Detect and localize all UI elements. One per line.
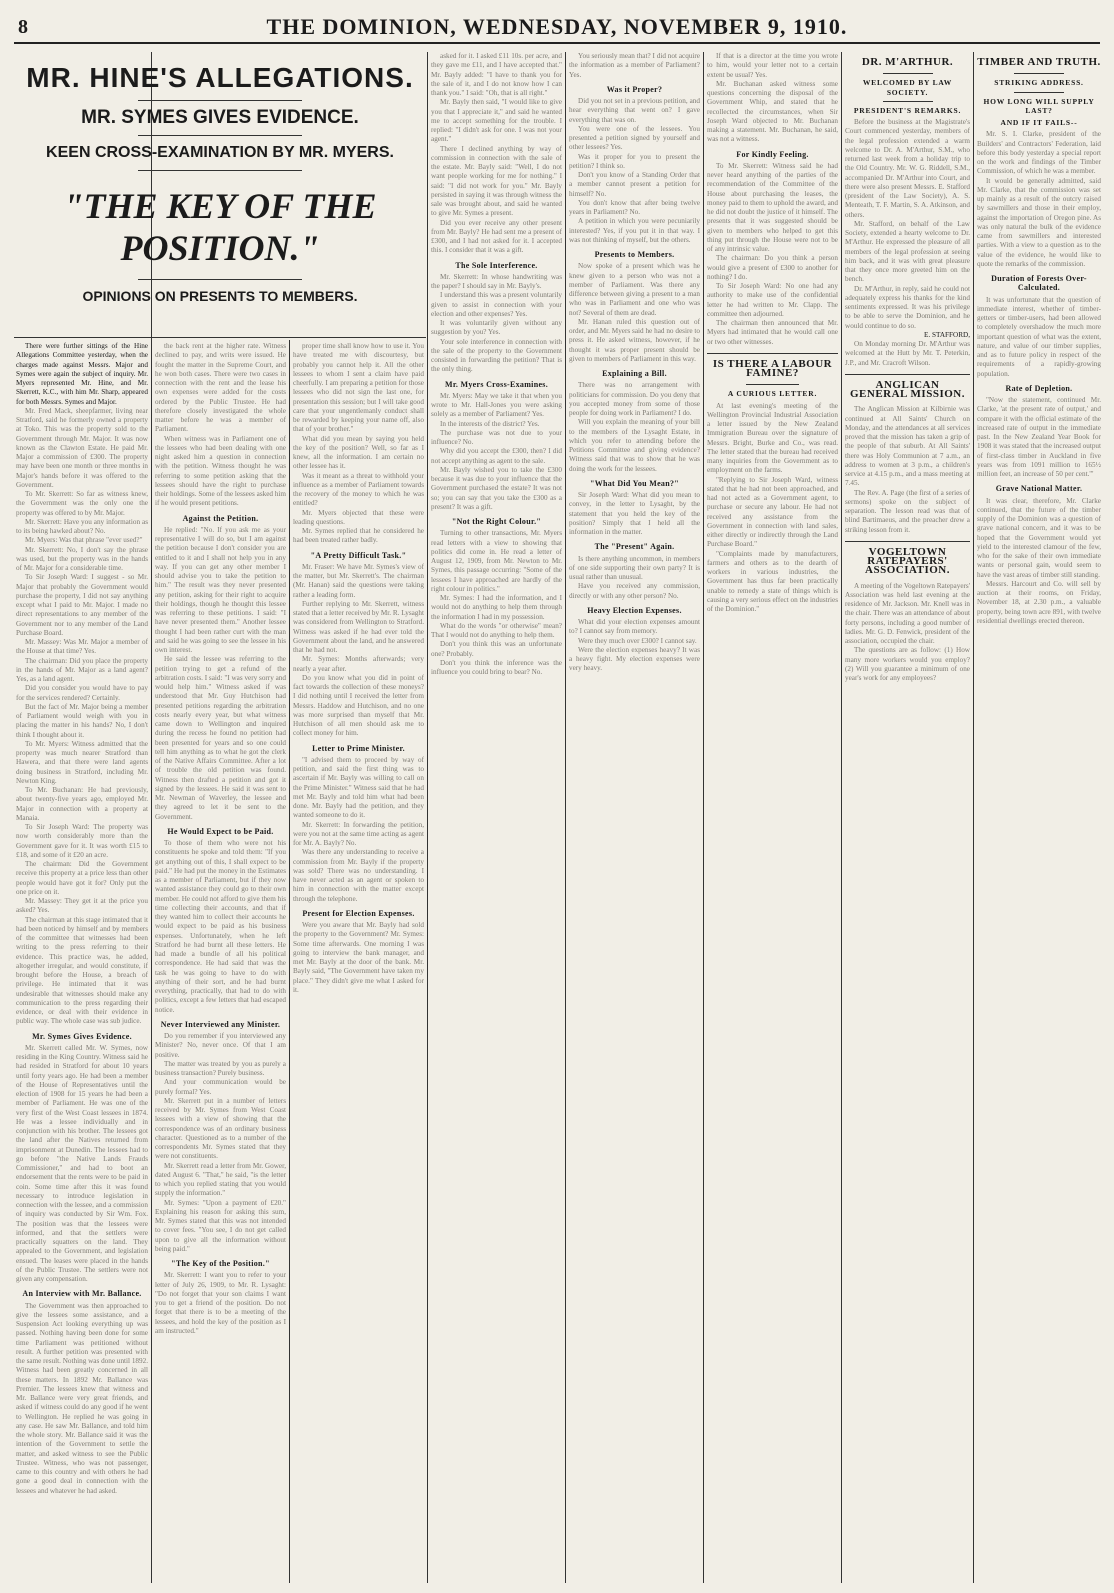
labour-headline: IS THERE A LABOUR FAMINE?	[712, 357, 833, 379]
mcarthur-subhead-1: WELCOMED BY LAW SOCIETY.	[862, 78, 953, 97]
timber-subheading: Duration of Forests Over-Calculated.	[991, 274, 1087, 293]
divider	[883, 101, 933, 102]
timber-subhead-2: HOW LONG WILL SUPPLY LAST?	[983, 96, 1095, 115]
divider	[14, 337, 426, 338]
subheading: Never Interviewed any Minister.	[160, 1019, 281, 1029]
timber-headline: TIMBER AND TRUTH.	[977, 56, 1101, 68]
main-deck-1: MR. SYMES GIVES EVIDENCE.	[81, 107, 359, 128]
mcarthur-subhead-2: PRESIDENT'S REMARKS.	[853, 105, 962, 115]
subheading: "The Key of the Position."	[171, 1259, 270, 1268]
subheading: Against the Petition.	[182, 513, 259, 523]
article-column: You seriously mean that? I did not acquire the information as a member of Parliament? Yes. Was it Proper? Did you not set in a previous petition, and hear everything that went on? I gave everything that was on. You were one of the lessees. You presented a petition signed by yourself and other lessees? Yes. Was it proper for you to present the petition? I think so. Don't you know of a Standing Order that a member cannot present a petition for himself? No. You don't know that after being twelve years in Parliament? No. A petition in which you were pecuniarily interested? Yes, if you put it in that way. I was not thinking of myself, but the others. Presents to Members. Now spoke of a present which was he knew given to a person who was not a member of Parliament. Was there any difference between giving a present to a man who was in Parliament and one who was not? Several of them are dead. Mr. Hanan ruled this question out of order, and Mr. Myers said he had no desire to press it. He asked witness, however, if he thought it was proper present should be given to members of Parliament in this way. Explaining a Bill. There was no arrangement with politicians for commission. Do you deny that you accepted money from some of those people for doing work in Parliament? I do. Will you explain the meaning of your bill to the members of the Lysaght Estate, in which you refer to attending before the Petitions Committee and giving evidence? Witness said that was to show that he was doing the work for the lessees. "What Did You Mean?" Sir Joseph Ward: What did you mean to convey, in the letter to Lysaght, by the statement that you held the key of the position? Simply that I held all the information in the matter. The "Present" Again. Is there anything uncommon, in members of one side supporting their own party? It is usual rather than unusual. Have you received any commission, directly or with any other person? No. Heavy Election Expenses. What did your election expenses amount to? I cannot say from memory. Were they much over £300? I cannot say. Were the election expenses heavy? It was a heavy fight. My election expenses were very heavy.	[569, 52, 700, 673]
vogeltown-headline: VOGELTOWN RATEPAYERS' ASSOCIATION.	[865, 545, 950, 577]
divider	[138, 100, 303, 101]
subheading: He Would Expect to be Paid.	[167, 826, 274, 836]
timber-subhead-1: STRIKING ADDRESS.	[994, 78, 1084, 88]
subheading: Heavy Election Expenses.	[587, 605, 682, 615]
article-column: proper time shall know how to use it. You have treated me with discourtesy, but probably you cannot help it. All the other lessees to whom I sent a claim have paid cheerfully. I am preparing a petition for those lessees who did not sign the last one, for presentation this session; but I will take good care that your ungentlemanly conduct shall be rewarded by keeping your name off, also that of your brother." What did you mean by saying you held the key of the position? Well, so far as I knew, all the information. I am certain no other lessee has it. Was it meant as a threat to withhold your influence as a member of Parliament towards the recovery of the money to which he was entitled? Mr. Myers objected that these were leading questions. Mr. Symes replied that he considered he had been treated rather badly. "A Pretty Difficult Task." Mr. Fraser: We have Mr. Symes's view of the matter, but Mr. Skerrett's. The chairman (Mr. Hanan) said the questions were taking rather a leading form. Further replying to Mr. Skerrett, witness stated that a letter received by Mr. R. Lysaght was considered from Wellington to Stratford. Witness was asked if he had ever told the Government about the land, and he answered that he had not. Mr. Symes: Months afterwards; very nearly a year after. Do you know what you did in point of fact towards the collection of these moneys? I did nothing until I received the letter from Messrs. Haddow and Hutchison, and no one was more surprised than myself that Mr. Hutchison of all men should ask me to collect money for him. Letter to Prime Minister. "I advised them to proceed by way of petition, and said the first thing was to ascertain if Mr. Bayly was willing to call on the Prime Minister." Witness said that he had met Mr. Bayly and told him what had been done. Mr. Bayly had the petition, and they wanted someone to do it. Mr. Skerrett: In forwarding the petition, were you not at the same time acting as agent for Mr. A. Bayly? No. Was there any understanding to receive a commission from Mr. Bayly if the property was sold? There was no understanding. I have never acted as an agent or spoken to him in connection with the matter except through the telephone. Present for Election Expenses. Were you aware that Mr. Bayly had sold the property to the Government? Mr. Symes: Some time afterwards. One morning I was going to interview the bank manager, and met Mr. Bayly at the door of the bank. Mr. Bayly said, "The Government have taken my place." They didn't give me what I asked for it.	[293, 342, 424, 994]
article-column: the back rent at the higher rate. Witness declined to pay, and writs were issued. He fought the matter in the Supreme Court, and he won both cases. There were two cases in connection with the rent and the lease his own expenses were added for the costs ordered by the Public Trustee. He had therefore closely investigated the whole matter before he was a member of Parliament. When witness was in Parliament one of the lessees who had been dealing with one night asked him a question in connection with the petition. Witness thought he was referring to some petition asking that the lessees should have the right to purchase their holdings. Some of the lessees asked him if he would present petitions. Against the Petition. He replied: "No. If you ask me as your representative I will do so, but I am against the petition because I don't consider you are entitled to it and I shall not help you in any way. If you can get any other member I should advise you to take the petition to him." The result was they never presented any petition, asking for their right to acquire their holdings, though he thought this lessee was referring to these petitions. I said: "I have never presented them." Another lessee thought I had been rather curt with the man and said he was going to see the lessee in his own interest. He said the lessee was referring to the petition trying to get a refund of the arbitration costs. I said: "I was very sorry and would help him." Witness asked if was understood that Mr. Guy Hutchison had presented petitions regarding the arbitration costs nearly every year, but what witness came down to Wellington and inquired during the recess he found no petition had been presented for years and so one could tell him anything as to what he got the clerk of the Native Affairs Committee. After a lot of trouble the old petition was found. Witness then drafted a petition and got it signed by the lessees. He said it was sent to Mr. Newman of Waverley, the lessee and they agreed to let it be sent to the Government. He Would Expect to be Paid. To those of them who were not his constituents he spoke and told them: "If you get anything out of this, I shall expect to be paid." He had put the money in the Estimates as a member of Parliament, but if they now wanted assistance they could go to their own member. He could not afford to give them his time collecting their accounts, and that if they wanted him to collect their accounts he would expect to be paid as his business expenses. Unfortunately, when he left Stratford he had burnt all these letters. He had made a bundle of all his political correspondence. He had said that was the task he was going to have to do with anything of their sort, and he had burnt everything, practically, that had to do with politics, except a few letters that had escaped notice. Never Interviewed any Minister. Do you remember if you interviewed any Minister? No, never once. Of that I am positive. The matter was treated by you as purely a business transaction? Purely business. And your communication would be purely formal? Yes. Mr. Skerrett put in a number of letters received by Mr. Symes from West Coast lessees with a view of showing that the correspondence was of an ordinary business character. Questioned as to a number of the correspondents Mr. Symes stated that they were not constituents. Mr. Skerrett read a letter from Mr. Gower, dated August 6. "That," he said, "is the letter to which you replied stating that you would supply the information." Mr. Symes: "Upon a payment of £20." Explaining his reason for asking this sum, Mr. Symes stated that this was not intended to cover fees. "You see, I do not get called upon to give all the information without being paid." "The Key of the Position." Mr. Skerrett: I want you to refer to your letter of July 26, 1909, to Mr. R. Lysaght: "Do not forget that your son claims I want you to get a friend of the position. Do not forget that there is to be a meeting of the lessees, and hold the key of the position as I am instructed."	[155, 342, 286, 1335]
column-rule	[703, 52, 704, 1583]
article-column: TIMBER AND TRUTH. STRIKING ADDRESS. HOW LONG WILL SUPPLY LAST? AND IF IT FAILS-- Mr. S. I. Clarke, president of the Builders' and Contractors' Federation, laid before this body yesterday a special report on the work and findings of the Timber Commission, of which he was a member. It would be generally admitted, said Mr. Clarke, that the commission was set up mainly as a result of the outcry raised by sawmillers and those in their employ, against the importation of Oregon pine. As was only natural the bulk of the evidence came from sawmillers and interested parties. With a view to a question as to the value of the evidence, he would like to quote the remarks of the commission. Duration of Forests Over-Calculated. It was unfortunate that the question of immediate interest, whether of timber-getters or timber-users, had been allowed to completely overshadow the much more important question of what was the extent, nature, and value of our timber supplies, and as to future policy in respect of the requirements of a rapidly-growing population. Rate of Depletion. "Now the statement, continued Mr. Clarke, 'at the present rate of output,' and compare it with the official estimate of the increased rate of output in the immediate past. In the New Zealand Year Book for 1908 it was stated that the increased output of first-class timber in Auckland in five years was from 1091 million to 165½ million feet, an increase of 50 per cent.'" Grave National Matter. It was clear, therefore, Mr. Clarke continued, that the future of the timber supply of the Dominion was a question of grave national concern, and it was to be hoped that the Government would yet yield to the interested clamour of the few, who for the sake of their own immediate wants or personal gain, would seem to have the vast areas of timber still standing. Messrs. Harcourt and Co. will sell by auction at their rooms, on Friday, November 18, at 2.30 p.m., a valuable property, being town acre 891, with twelve residential dwellings erected thereon.	[977, 56, 1101, 625]
main-headline-block	[14, 52, 426, 336]
divider	[746, 384, 798, 385]
subheading: Explaining a Bill.	[602, 369, 667, 378]
divider	[1014, 73, 1064, 74]
main-deck-3: "THE KEY OF THE POSITION."	[63, 186, 377, 268]
timber-subheading: Rate of Depletion.	[1005, 383, 1073, 393]
labour-subhead: A CURIOUS LETTER.	[727, 389, 818, 399]
column-rule	[427, 52, 428, 1583]
subheading: Present for Election Expenses.	[302, 908, 415, 918]
divider	[707, 353, 838, 354]
mcarthur-headline: DR. M'ARTHUR.	[861, 56, 954, 68]
subheading: Mr. Symes Gives Evidence.	[32, 1031, 132, 1041]
timber-subheading: Grave National Matter.	[995, 484, 1083, 494]
divider	[1014, 92, 1064, 93]
subheading: The "Present" Again.	[594, 542, 675, 552]
divider	[845, 541, 970, 542]
masthead	[14, 14, 1100, 44]
mcarthur-signature: E. STAFFORD,	[924, 330, 970, 339]
column-rule	[289, 340, 290, 1583]
article-column: If that is a director at the time you wrote to him, would your letter not to a certain extent be usual? Yes. Mr. Buchanan asked witness some questions concerning the disposal of the Government Whip, and stated that he recollected the circumstances, when Sir Joseph Ward objected to Mr. Buchanan making a statement. Mr. Buchanan, he said, was not a witness. For Kindly Feeling. To Mr. Skerrett: Witness said he had never heard anything of the parties of the recommendation of the Committee of the House about purchasing the leases, the money paid to them to uphold the award, and he did not doubt the justice of it himself. The presents that it was suggested should be given to members who helped to get this thing put through the House were not to be of any intrinsic value. The chairman: Do you think a person would give a present of £300 to another for nothing? I do. To Sir Joseph Ward: No one had any authority to make use of the confidential letter he had written to Mr. Clapp. The committee then adjourned. The chairman then announced that Mr. Myers had intimated that he would call one or two other witnesses. IS THERE A LABOUR FAMINE? A CURIOUS LETTER. At last evening's meeting of the Wellington Provincial Industrial Association a letter issued by the New Zealand Immigration Bureau over the signature of Messrs. Bright, Burke and Co., was read. The letter stated that the bureau had received many inquiries from the Government as to employment on the farms. "Replying to Sir Joseph Ward, witness stated that he had not been approached, and had not acted as a Government agent, to purchase or secure any labour. He had not received any assistance from the Government in connection with land sales, either directly or indirectly through the Land Purchase Board." "Complaints made by manufacturers, farmers and others as to the dearth of workers in various industries, the Government has thus far been practically unable to remedy a state of things which is causing a very serious effect on the industries of the Dominion."	[707, 52, 838, 613]
subheading: An Interview with Mr. Ballance.	[22, 1289, 142, 1299]
divider	[138, 135, 303, 136]
main-headline: MR. HINE'S ALLEGATIONS.	[26, 62, 414, 93]
anglican-headline: ANGLICAN GENERAL MISSION.	[850, 378, 965, 400]
subheading: "A Pretty Difficult Task."	[310, 550, 407, 560]
timber-subhead-3: AND IF IT FAILS--	[1000, 118, 1078, 127]
subheading: For Kindly Feeling.	[736, 149, 809, 159]
divider	[138, 170, 303, 171]
masthead-title: THE DOMINION, WEDNESDAY, NOVEMBER 9, 1910.	[266, 14, 848, 39]
subheading: The Sole Interference.	[455, 260, 538, 270]
main-deck-2: KEEN CROSS-EXAMINATION BY MR. MYERS.	[46, 144, 394, 161]
column-rule	[565, 52, 566, 1583]
subheading: "What Did You Mean?"	[589, 478, 680, 488]
subheading: Mr. Myers Cross-Examines.	[444, 379, 549, 389]
divider	[138, 279, 303, 280]
column-rule	[841, 52, 842, 1583]
subheading: Was it Proper?	[606, 84, 663, 94]
column-rule	[973, 52, 974, 1583]
divider	[845, 374, 970, 375]
article-lead: There were further sittings of the Hine Allegations Committee yesterday, when the charges made against Messrs. Major and Symes were again the subject of inquiry. Mr. Myers represented Mr. Hine, and Mr. Skerrett, K.C., with him Mr. Sharp, appeared for both Messrs. Symes and Major.	[16, 342, 148, 406]
page-number: 8	[18, 16, 28, 38]
article-column: DR. M'ARTHUR. WELCOMED BY LAW SOCIETY. PRESIDENT'S REMARKS. Before the business at the Magistrate's Court commenced yesterday, members of the legal profession extended a warm welcome to Dr. A. M'Arthur, S.M., who returned last week from a holiday trip to the Old Country. Mr. W. G. Riddell, S.M., accompanied Dr. M'Arthur into Court, and there were also present Messrs. E. Stafford (president of the Law Society), A. S. Menteath, T. F. Martin, S. A. Atkinson, and others. Mr. Stafford, on behalf of the Law Society, extended a hearty welcome to Dr. M'Arthur. He expressed the pleasure of all members of the legal profession at seeing him back, and it was with great pleasure that they once more greeted him on the bench. Dr. M'Arthur, in reply, said he could not adequately express his thanks for the kind sentiments expressed. It was his privilege to be able to serve the Dominion, and he would continue to do so. E. STAFFORD, On Monday morning Dr. M'Arthur was welcomed at the Hutt by Mr. T. Peterkin, J.P., and Mr. Cracroft Wilson. ANGLICAN GENERAL MISSION. The Anglican Mission at Kilbirnie was continued at All Saints' Church on Monday, and the attendances at all services proved that the mission has taken a grip of the people of that suburb. At All Saints' there was Holy Communion at 7 a.m., an address to women at 3 p.m., a children's service at 4.15 p.m., and a mass meeting at 7.45. The Rev. A. Page (the first of a series of sermons) spoke on the subject of separation. The lesson read was that of blind Bartimaeus, and the preacher drew a striking lesson from it. VOGELTOWN RATEPAYERS' ASSOCIATION. A meeting of the Vogeltown Ratepayers' Association was held last evening at the residence of Mr. Jackson. Mr. Knell was in the chair. There was an attendance of about forty persons, including a good number of ladies. Mr. G. D. Fenwick, president of the association, occupied the chair. The questions are as follow: (1) How many more workers would you employ? (2) Will you guarantee a minimum of one year's work for any employees?	[845, 56, 970, 682]
subheading: Letter to Prime Minister.	[312, 743, 405, 753]
divider	[883, 73, 933, 74]
article-column: asked for it. I asked £11 10s. per acre, and they gave me £11, and I have accepted that." Mr. Bayly added: "I have to thank you for the sale of it, and I do not know how I can thank you." I said: "Oh, that is all right." Mr. Bayly then said, "I would like to give you that I appreciate it," and said he wanted me to accept something for the trouble. I replied: "I didn't ask for one. I was not your agent." There I declined anything by way of commission in connection with the sale of the estate. Mr. Bayly said: "Well, I do not want people working for me for nothing." I said: "I did not work for you." Mr. Bayly persisted in saying it was through witness the sale was brought about, and said he wanted to give Mr. Symes a present. Did you ever receive any other present from Mr. Bayly? He had sent me a present of £300, and I had not asked for it. I accepted this. I consider that it was a gift. The Sole Interference. Mr. Skerrett: In whose handwriting was the paper? I should say in Mr. Bayly's. I understand this was a present voluntarily given to assist in connection with your election and other expenses? Yes. It was voluntarily given without any suggestion by you? Yes. Your sole interference in connection with the sale of the property to the Government consisted in forwarding the petition? That is the only thing. Mr. Myers Cross-Examines. Mr. Myers: May we take it that when you wrote to Mr. Hall-Jones you were asking solely as a member of Parliament? Yes. In the interests of the district? Yes. The purchase was not due to your influence? No. Why did you accept the £300, then? I did not accept anything as agent to the sale. Mr. Bayly wished you to take the £300 because it was due to your influence that the Government purchased the estate? It was not so; you can say that you take the £300 as a present? It was a gift. "Not the Right Colour." Turning to other transactions, Mr. Myers read letters with a view to showing that politics did come in. He read a letter of August 12, 1909, from Mr. Newton to Mr. Symes, this passage occurring: "Some of the lessees I have approached are hardly of the right colour in politics." Mr. Symes: I had the information, and I would not do anything to help them through the information I had in my possession. What do the words "or otherwise" mean? That I would not do anything to help them. Don't you think this was an unfortunate one? Probably. Don't you think the inference was the influence you could bring to bear? No.	[431, 52, 562, 676]
main-deck-4: OPINIONS ON PRESENTS TO MEMBERS.	[82, 288, 358, 304]
subheading: Presents to Members.	[594, 250, 675, 259]
subheading: "Not the Right Colour."	[451, 517, 542, 526]
article-column: There were further sittings of the Hine Allegations Committee yesterday, when the charges made against Messrs. Major and Symes were again the subject of inquiry. Mr. Myers represented Mr. Hine, and Mr. Skerrett, K.C., with him Mr. Sharp, appeared for both Messrs. Symes and Major. Mr. Fred Mack, sheepfarmer, living near Stratford, said he formerly owned a property at Toko. This was the property sold to the Government through Mr. Major. It was now known as the Clawton Estate. He paid Mr. Major a commission of £300. The property may have been one month or three months in Major's hands before it was offered to the Government. To Mr. Skerrett: So far as witness knew, the Government was the only one the property was offered to by Mr. Major. Mr. Skerrett: Have you any information as to its being hawked about? No. Mr. Myers: Was that phrase "ever used?" Mr. Skerrett: No, I don't say the phrase was used, but the property was in the hands of Mr. Major for a considerable time. To Sir Joseph Ward: I suggest - so Mr. Major that probably the Government would purchase the property, I did not say anything except what I paid to Mr. Major. I made no direct representations to any member of the Government nor to any member of the Land Purchase Board. Mr. Massey: Was Mr. Major a member of the House at that time? Yes. The chairman: Did you place the property in the hands of Mr. Major as a land agent? Yes, as a land agent. Did you consider you would have to pay for the services rendered? Certainly. But the fact of Mr. Major being a member of Parliament would weigh with you in placing the matter in his hands? No, I don't think I thought about it. To Mr. Myers: Witness admitted that the property was much nearer Stratford than Hawera, and that there were land agents doing business in Stratford, including Mr. Newton King. To Mr. Buchanan: He had previously, about twenty-five years ago, employed Mr. Major in connection with a property at Manaia. To Sir Joseph Ward: The property was now worth considerably more than the Government gave for it. It was worth £15 to £18, and some of it £20 an acre. The chairman: Did the Government receive this property at a price less than other people would have got it for? Only put the one price on it. Mr. Massey: They get it at the price you asked? Yes. The chairman at this stage intimated that it had been noticed by himself and by members of the committee that witnesses had been writing to the press referring to their evidence. This practice was, he added, altogether irregular, and would constitute, if brought before the House, a breach of privilege. He intimated that it was undesirable that witnesses should make any communication to the press regarding their evidence, or deal with their evidence in public way. The whole case was sub judice. Mr. Symes Gives Evidence. Mr. Skerrett called Mr. W. Symes, now residing in the King Country. Witness said he had resided in Stratford for about 10 years until forty years ago. He had been a member of the House of Representatives until the election of 1908 for 15 years he had been a member of Parliament. He was one of the very first of the West Coast lessees in 1874. He was a lessee individually and in conjunction with his brother. The lessees got the land after the Natives returned from imprisonment at Dunedin. The lessees had to go before "the Native Lands Frauds Commissioner," and had to boot an endorsement that the rents were to be paid in coin. Some time after this it was found necessary to introduce legislation in connection with the lessee, and a commission of inquiry was conducted by Sir Wm. Fox. The position was that the lessees were informed, and that the settlers were practically squatters on the land. They appealed to the Government, and legislation ensued. The leases were placed in the hands of the Public Trustee. The settlers were not given any compensation. An Interview with Mr. Ballance. The Government was then approached to give the lessees some assistance, and a Suspension Act looking everything up was passed. Nothing having been done for some time Parliament was petitioned without result. A further petition was presented with the same result. Nothing was done until 1892. Witness had been greatly concerned in all these matters. In 1892 Mr. Ballance was Premier. The lessees knew that witness and Mr. Ballance were very great friends, and asked if witness could do any good if he went to Wellington. He replied he was going in any case. He saw Mr. Ballance, and told him the whole story. Mr. Ballance said it was the intention of the Government to settle the matter, and asked witness to see the Public Trustee. Witness, who was not passenger, came to this country and with others he had gone a good deal in connection with the lessees and whatever he had asked.	[16, 342, 148, 1495]
